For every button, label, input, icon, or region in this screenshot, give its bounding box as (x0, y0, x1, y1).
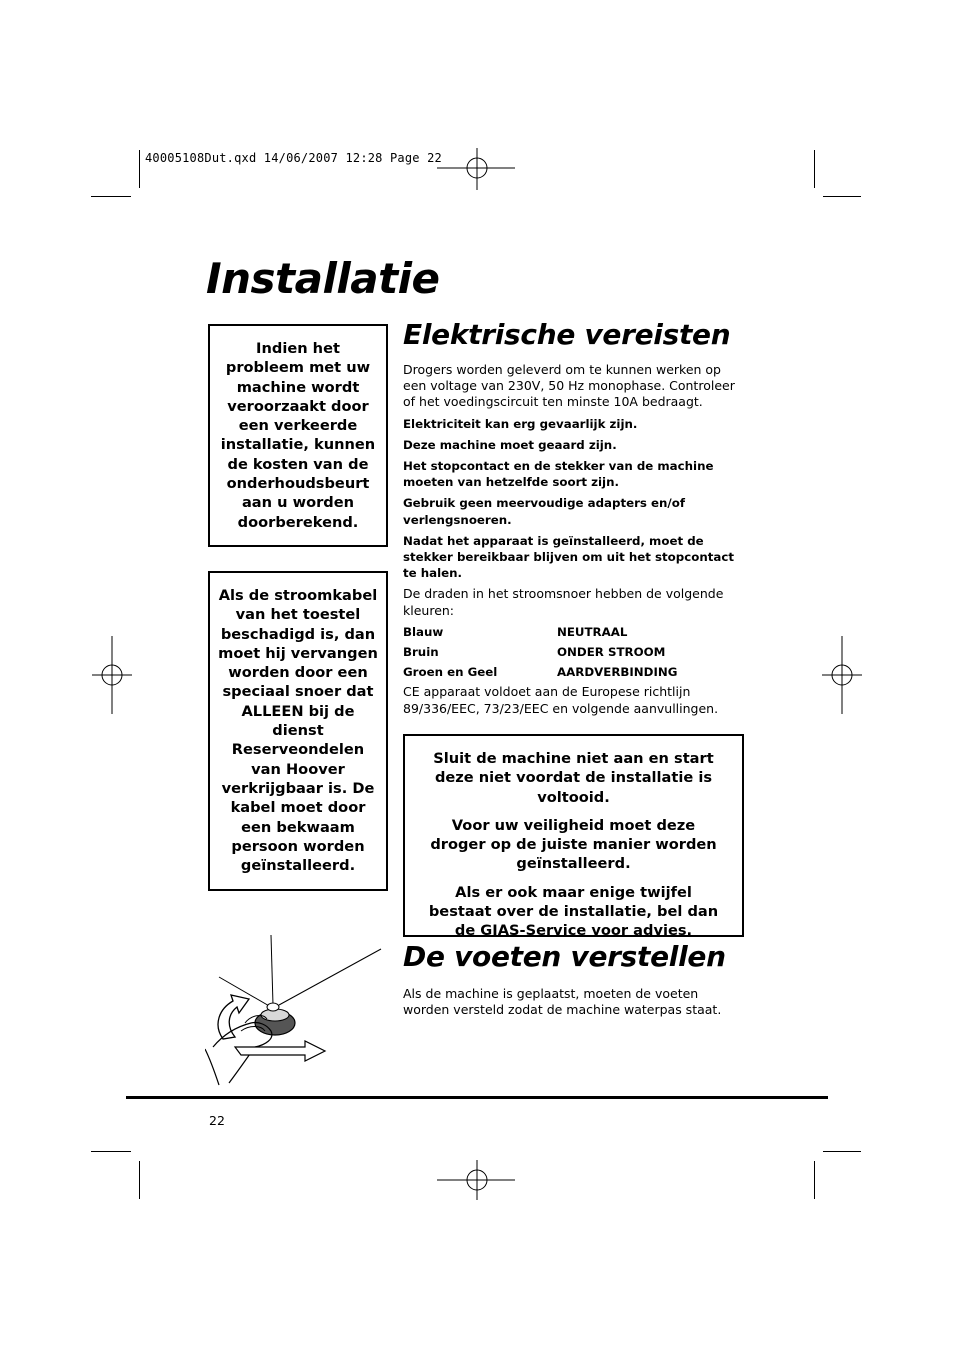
print-slug: 40005108Dut.qxd 14/06/2007 12:28 Page 22 (145, 151, 442, 165)
safety-box (403, 734, 744, 940)
wire-row (403, 664, 748, 680)
wire-row (403, 624, 748, 640)
electrical-warning: Nadat het apparaat is geïnstalleerd, moet de stekker bereikbaar blijven om uit het stopcontact te halen. (403, 533, 734, 581)
foot-adjustment-illustration (205, 935, 385, 1087)
page-number: 22 (209, 1113, 225, 1128)
electrical-warning: Gebruik geen meervoudige adapters en/of verlengsnoeren. (403, 496, 685, 527)
footer-rule (126, 1096, 828, 1099)
electrical-warning: Deze machine moet geaard zijn. (403, 437, 617, 452)
warning-box-installation (208, 324, 388, 547)
wire-meaning: ONDER STROOM (557, 645, 666, 660)
wire-meaning: NEUTRAAL (557, 624, 628, 639)
page-title: Installatie (206, 254, 440, 303)
electrical-requirements-text (403, 362, 748, 722)
warning-box-power-cable (208, 571, 388, 891)
wire-row (403, 644, 748, 660)
warning-text: Indien het probleem met uw machine wordt veroorzaakt door een verkeerde installatie, kunnen de kosten van de onderhoudsbeurt aan u worden doorberekend. (220, 340, 376, 531)
electrical-warning: Elektriciteit kan erg gevaarlijk zijn. (403, 416, 638, 431)
safety-text: Sluit de machine niet aan en start deze niet voordat de installatie is voltooid. (433, 750, 714, 806)
wire-meaning: AARDVERBINDING (557, 665, 678, 680)
section-heading-electrical: Elektrische vereisten (403, 318, 731, 351)
wire-color: Blauw (403, 624, 444, 639)
feet-text: Als de machine is geplaatst, moeten de voeten worden versteld zodat de machine waterpas staat. (403, 986, 722, 1018)
ce-compliance: CE apparaat voldoet aan de Europese richtlijn 89/336/EEC, 73/23/EEC en volgende aanvullingen. (403, 684, 719, 716)
wire-color: Bruin (403, 645, 439, 660)
registration-mark-top (437, 148, 517, 192)
registration-mark-bottom (437, 1160, 517, 1204)
registration-mark-left (92, 636, 134, 716)
wires-intro: De draden in het stroomsnoer hebben de volgende kleuren: (403, 586, 724, 618)
feet-adjust-text (403, 986, 748, 1023)
registration-mark-right (822, 636, 864, 716)
wire-color: Groen en Geel (403, 665, 498, 680)
section-heading-feet: De voeten verstellen (403, 940, 726, 973)
electrical-warning: Het stopcontact en de stekker van de machine moeten van hetzelfde soort zijn. (403, 459, 714, 490)
warning-text: Als de stroomkabel van het toestel beschadigd is, dan moet hij vervangen worden door een speciaal snoer dat ALLEEN bij de dienst Reserveondelen van Hoover verkrijgbaar is. De kabel moet door een bekwaam persoon worden geïnstalleerd. (218, 587, 378, 875)
safety-text: Voor uw veiligheid moet deze droger op de juiste manier worden geïnstalleerd. (430, 816, 717, 873)
electrical-intro: Drogers worden geleverd om te kunnen werken op een voltage van 230V, 50 Hz monophase. Controleer of het voedingscircuit ten minste 10A bedraagt. (403, 362, 735, 410)
safety-text: Als er ook maar enige twijfel bestaat over de installatie, bel dan de GIAS-Service voor advies. (428, 883, 719, 940)
